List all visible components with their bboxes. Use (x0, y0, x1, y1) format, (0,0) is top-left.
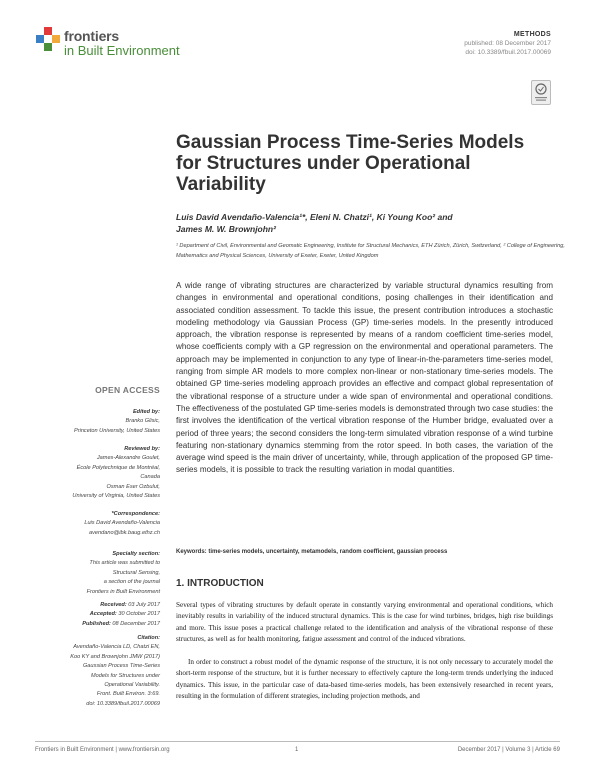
journal-section: in Built Environment (64, 43, 180, 58)
authors-line-1: Luis David Avendaño-Valencia¹*, Eleni N. Chatzi¹, Ki Young Koo² and (176, 212, 453, 222)
editor-line: Branko Glisic, (125, 418, 160, 425)
accepted-date: 30 October 2017 (118, 611, 160, 618)
edited-by-label: Edited by: (132, 409, 160, 415)
citation-doi[interactable]: doi: 10.3389/fbuil.2017.00069 (86, 700, 160, 707)
citation-line: Operational Variability. (104, 682, 160, 689)
citation-line: Models for Structures under (90, 672, 160, 679)
specialty-line: Structural Sensing, (112, 569, 160, 576)
page-title: Gaussian Process Time-Series Models for Structures under Operational Variability (176, 132, 525, 195)
specialty-line: Frontiers in Built Environment (86, 588, 160, 595)
citation-line: Front. Built Environ. 3:69. (96, 691, 160, 698)
correspondence-email[interactable]: avendano@ibk.baug.ethz.ch (89, 529, 160, 536)
citation-line: Gaussian Process Time-Series (82, 663, 160, 670)
authors-line-2: James M. W. Brownjohn² (176, 224, 276, 234)
journal-name: frontiers (64, 28, 119, 44)
reviewed-by-label: Reviewed by: (124, 446, 160, 452)
keywords: Keywords: time-series models, uncertainty, metamodels, random coefficient, gaussian process (176, 549, 448, 555)
intro-paragraph-2: In order to construct a robust model of the dynamic response of the structure, it is not only necessary to accurately model the short-term response of the structure, but it is further necessary to effectively capture the long-term trends underlying the induced dynamics. This issue, in the particular case of data-based time-series models, has been extensively researched in recent years, resulting in the formulation of different strategies, including projection methods, and (176, 658, 553, 701)
correspondence-block (84, 510, 160, 538)
check-for-updates-icon[interactable] (531, 80, 551, 105)
citation-label: Citation: (137, 635, 160, 641)
editor-line: Princeton University, United States (73, 427, 160, 434)
footer-left[interactable]: Frontiers in Built Environment | www.frontiersin.org (35, 747, 170, 753)
specialty-block (87, 550, 160, 597)
citation-line: Avendaño-Valencia LD, Chatzi EN, (73, 644, 160, 651)
published-label: Published: (82, 620, 111, 627)
received-date: 03 July 2017 (128, 602, 160, 608)
citation-line: Koo KY and Brownjohn JMW (2017) (70, 653, 160, 660)
reviewer-line: James-Alexandre Goulet, (96, 455, 160, 462)
footer-right: December 2017 | Volume 3 | Article 69 (457, 747, 560, 753)
page-number: 1 (295, 747, 299, 753)
accepted-label: Accepted: (89, 611, 117, 618)
specialty-line: This article was submitted to (89, 560, 160, 567)
dates-block (82, 601, 160, 629)
affiliations: ¹ Department of Civil, Environmental and Geomatic Engineering, Institute for Structural Mechanics, ETH Zürich, Zürich, Switzerland, ² College of Engineering, Mathematics and Physical Sciences, University of Exeter, Exeter, United Kingdom (176, 243, 565, 259)
published-date: published: 08 December 2017 (464, 40, 551, 47)
reviewed-by-block (72, 445, 160, 501)
doi[interactable]: doi: 10.3389/fbuil.2017.00069 (465, 49, 551, 56)
specialty-line: a section of the journal (103, 579, 160, 586)
reviewer-line: Canada (140, 474, 160, 481)
reviewer-line: École Polytechnique de Montréal, (76, 464, 160, 471)
article-type: METHODS (513, 31, 551, 38)
correspondence-label: *Correspondence: (111, 511, 160, 517)
open-access-label: OPEN ACCESS (95, 385, 160, 395)
intro-paragraph-1: Several types of vibrating structures by default operate in constantly varying environmental and operational conditions, which inevitably results in variability of the induced structural dynamics. This is the case for wind turbines, bridges, high rise buildings and more. This issue poses a practical challenge related to the identification and analysis of the vibrational response of these structures, as well as for health monitoring, fatigue assessment and control of the induced vibrations. (176, 601, 553, 644)
received-label: Received: (100, 602, 127, 608)
section-heading: 1. INTRODUCTION (176, 578, 264, 589)
citation-block (70, 634, 160, 709)
published-date-sidebar: 08 December 2017 (112, 620, 160, 627)
reviewer-line: Osman Eser Ozbulut, (106, 483, 160, 490)
reviewer-line: University of Virginia, United States (72, 493, 160, 500)
authors (176, 211, 476, 235)
article-meta (464, 30, 551, 57)
correspondence-line: Luis David Avendaño-Valencia (84, 520, 160, 527)
abstract: A wide range of vibrating structures are characterized by variable structural dynamics resulting from changes in environmental and operational conditions, posing challenges in their identification and associated condition assessment. To tackle this issue, the present contribution introduces a stochastic modeling methodology via Gaussian Process (GP) time-series models. In the presently introduced approach, the vibration response is represented by means of a random coefficient time-series model, whose coefficients comply with a GP regression on the environmental and operational parameters. The approach may be implemented in conjunction to any type of linear-in-the-parameters time-series model, ranging from simple AR models to more complex non-linear or non-stationary time-series models. The obtained GP time-series modeling approach provides an effective and compact global representation of the vibrational response of a structure under a wide span of environmental and operational conditions. The effectiveness of the postulated GP time-series models is demonstrated through two case studies: the first involves the identification of the vertical vibration response of the Humber bridge, evaluated over a period of three years; the second considers the long-term simulated vibration response of a wind turbine featuring non-stationary dynamics stemming from the rotor speed. In both cases, the variation of the average wind speed is the main driver of uncertainty, while, through application of the proposed GP time-series models, it is possible to track the resulting variation in modal quantities. (176, 281, 553, 475)
frontiers-logo-icon (35, 26, 61, 52)
footer-divider (35, 741, 560, 742)
journal-logo (35, 26, 185, 66)
specialty-label: Specialty section: (112, 551, 160, 557)
edited-by-block (74, 408, 160, 436)
